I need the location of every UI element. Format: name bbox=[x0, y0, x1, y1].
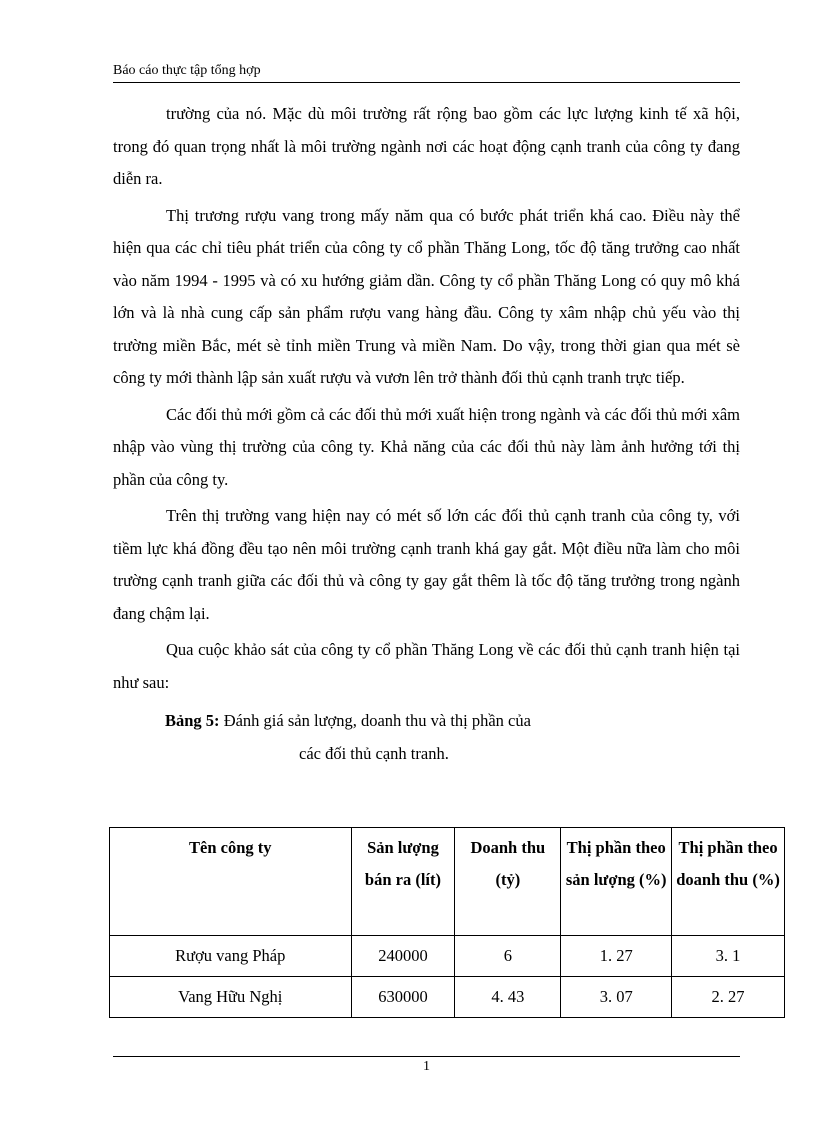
header-revenue: Doanh thu (tỷ) bbox=[455, 828, 561, 936]
page-header bbox=[113, 62, 740, 83]
paragraph-4: Trên thị trường vang hiện nay có mét số lớn các đối thủ cạnh tranh của công ty, với tiềm lực khá đồng đều tạo nên môi trường cạnh tranh khá gay gắt. Một điều nữa làm cho môi trường cạnh tranh giữa các đối thủ và công ty gay gắt thêm là tốc độ tăng trưởng trong ngành đang chậm lại. bbox=[113, 506, 740, 623]
table-header-row bbox=[110, 828, 785, 936]
cell-share-revenue: 3. 1 bbox=[672, 936, 785, 977]
page-number: 1 bbox=[423, 1059, 430, 1074]
document-body bbox=[113, 98, 740, 770]
paragraph-3: Các đối thủ mới gồm cả các đối thủ mới xuất hiện trong ngành và các đối thủ mới xâm nhập vào vùng thị trường của công ty. Khả năng của các đối thủ này làm ảnh hưởng tới thị phần của công ty. bbox=[113, 404, 740, 489]
table-row bbox=[110, 977, 785, 1018]
table-caption-label: Bảng 5: bbox=[165, 711, 220, 730]
cell-revenue: 4. 43 bbox=[455, 977, 561, 1018]
paragraph-1: trường của nó. Mặc dù môi trường rất rộng bao gồm các lực lượng kinh tế xã hội, trong đó quan trọng nhất là môi trường ngành nơi các hoạt động cạnh tranh của công ty đang diễn ra. bbox=[113, 104, 740, 188]
cell-share-volume: 1. 27 bbox=[561, 936, 672, 977]
table-row bbox=[110, 936, 785, 977]
paragraph-5: Qua cuộc khảo sát của công ty cổ phần Thăng Long về các đối thủ cạnh tranh hiện tại như sau: bbox=[113, 640, 740, 692]
cell-volume: 240000 bbox=[351, 936, 455, 977]
header-share-revenue: Thị phần theo doanh thu (%) bbox=[672, 828, 785, 936]
table-caption bbox=[113, 705, 740, 738]
header-title: Báo cáo thực tập tổng hợp bbox=[113, 63, 261, 78]
footer-divider bbox=[113, 1056, 740, 1057]
header-volume: Sản lượng bán ra (lít) bbox=[351, 828, 455, 936]
header-share-volume: Thị phần theo sản lượng (%) bbox=[561, 828, 672, 936]
table-caption-line1: Đánh giá sản lượng, doanh thu và thị phần của bbox=[219, 711, 531, 730]
cell-share-volume: 3. 07 bbox=[561, 977, 672, 1018]
header-company: Tên công ty bbox=[110, 828, 352, 936]
paragraph-2: Thị trương rượu vang trong mấy năm qua có bước phát triển khá cao. Điều này thể hiện qua các chỉ tiêu phát triển của công ty cổ phần Thăng Long, tốc độ tăng trưởng cao nhất vào năm 1994 - 1995 và có xu hướng giảm dần. Công ty cổ phần Thăng Long có quy mô khá lớn và là nhà cung cấp sản phẩm rượu vang hàng đầu. Công ty xâm nhập chủ yếu vào thị trường miền Bắc, mét sè tỉnh miền Trung và miền Nam. Do vậy, trong thời gian qua mét sè công ty mới thành lập sản xuất rượu và vươn lên trở thành đối thủ cạnh tranh trực tiếp. bbox=[113, 205, 740, 387]
cell-company: Rượu vang Pháp bbox=[110, 936, 352, 977]
cell-volume: 630000 bbox=[351, 977, 455, 1018]
competitor-table bbox=[109, 827, 785, 1018]
cell-company: Vang Hữu Nghị bbox=[110, 977, 352, 1018]
cell-revenue: 6 bbox=[455, 936, 561, 977]
table-caption-line2: các đối thủ cạnh tranh. bbox=[299, 743, 449, 763]
cell-share-revenue: 2. 27 bbox=[672, 977, 785, 1018]
